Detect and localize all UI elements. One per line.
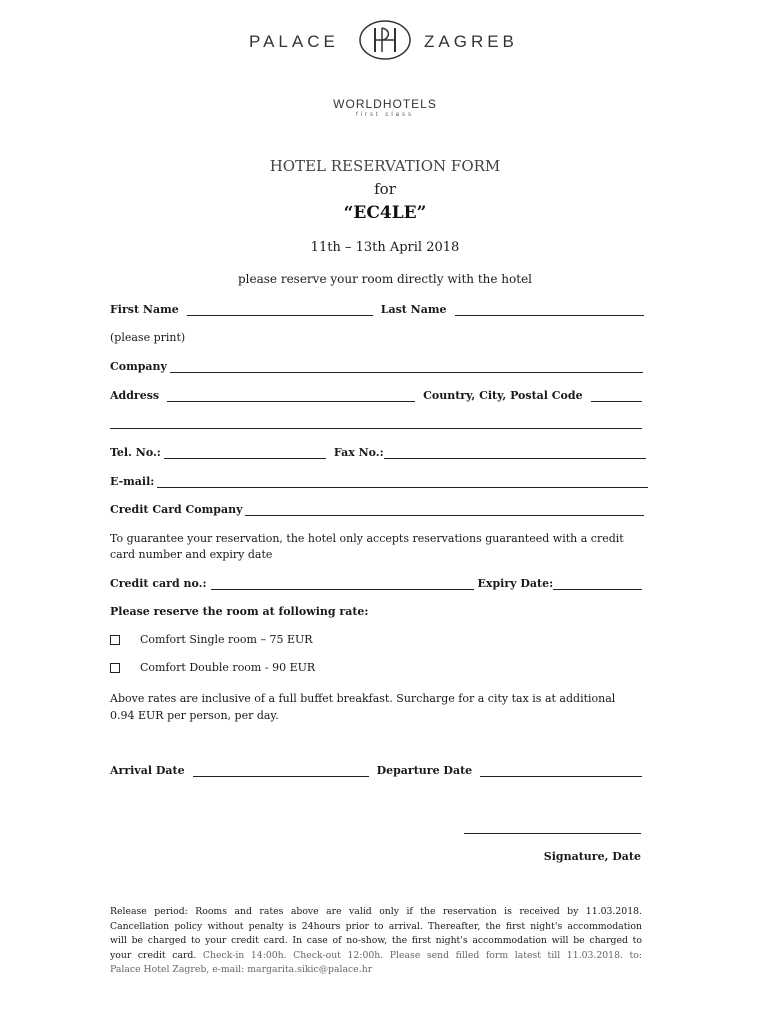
credit-card-company-row (110, 503, 644, 516)
address-continued-field[interactable] (110, 418, 642, 429)
reserve-instruction: please reserve your room directly with the hotel (237, 272, 533, 286)
policy-line-1: Release period: Rooms and rates above are valid only if the reservation is received by 11.03.2018. (110, 906, 642, 917)
rates-note-line-2: 0.94 EUR per person, per day. (110, 709, 279, 722)
credit-card-company-field[interactable] (245, 505, 644, 516)
room-option-label: Comfort Single room – 75 EUR (140, 633, 313, 646)
logo-zagreb: ZAGREB (424, 32, 518, 51)
departure-date-field[interactable] (480, 766, 642, 777)
company-field[interactable] (170, 362, 643, 373)
form-title: HOTEL RESERVATION FORM (269, 157, 501, 175)
first-name-label: First Name (110, 303, 179, 316)
fax-label: Fax No.: (333, 446, 384, 459)
guarantee-text: To guarantee your reservation, the hotel only accepts reservations guaranteed with a credit card number and expiry date (110, 532, 624, 561)
expiry-date-label: Expiry Date: (477, 577, 554, 590)
policy-line-4b: Check-in 14:00h. Check-out 12:00h. Please send filled form latest till 11.03.2018. to: (196, 949, 643, 961)
checkbox-icon[interactable] (110, 635, 120, 645)
policy-line-4 (110, 949, 642, 964)
company-row (110, 360, 643, 373)
rates-note-line-1: Above rates are inclusive of a full buffet breakfast. Surcharge for a city tax is at additional (110, 692, 616, 705)
event-name: “EC4LE” (343, 203, 427, 223)
company-label: Company (110, 360, 167, 373)
policy-line-4a: your credit card. (110, 949, 197, 961)
country-city-postal-label: Country, City, Postal Code (423, 389, 583, 402)
country-city-postal-field[interactable] (591, 391, 642, 402)
tel-field[interactable] (164, 448, 326, 459)
departure-date-label: Departure Date (376, 764, 473, 777)
address-row (110, 389, 642, 402)
arrival-date-field[interactable] (193, 766, 369, 777)
credit-card-number-field[interactable] (211, 579, 474, 590)
signature-date-label: Signature, Date (543, 850, 641, 863)
address-label: Address (110, 389, 160, 402)
email-row (110, 475, 648, 488)
credit-card-number-row (110, 577, 642, 590)
credit-card-number-label: Credit card no.: (110, 577, 207, 590)
policy-contact-line: Palace Hotel Zagreb, e-mail: margarita.sikic@palace.hr (110, 964, 373, 975)
phone-row (110, 446, 646, 459)
form-for: for (374, 180, 396, 198)
name-row (110, 303, 644, 316)
event-dates: 11th – 13th April 2018 (310, 240, 460, 255)
policy-line-3: will be charged to your credit card. In case of no-show, the first night's accommodation will be charged to (110, 935, 642, 946)
room-option-double[interactable] (110, 661, 315, 674)
worldhotels-text: WORLDHOTELS (333, 97, 437, 111)
rate-heading: Please reserve the room at following rate: (110, 605, 369, 618)
rates-note (110, 690, 615, 724)
policy-line-2: Cancellation policy without penalty is 24hours prior to arrival. Thereafter, the first night's accommodation (110, 920, 642, 932)
worldhotels-logo (0, 97, 770, 118)
last-name-label: Last Name (380, 303, 447, 316)
logo-monogram-icon (358, 20, 412, 60)
room-option-label: Comfort Double room - 90 EUR (140, 661, 316, 674)
credit-card-company-label: Credit Card Company (110, 503, 243, 516)
logo-palace: PALACE (249, 32, 339, 51)
release-policy (110, 905, 642, 978)
please-print-row (110, 331, 644, 344)
expiry-date-field[interactable] (553, 579, 642, 590)
signature-field[interactable] (464, 823, 641, 834)
room-option-single[interactable] (110, 633, 313, 646)
logo (0, 20, 770, 64)
first-class-text: first class (355, 112, 414, 118)
last-name-field[interactable] (455, 305, 644, 316)
checkbox-icon[interactable] (110, 663, 120, 673)
address-field[interactable] (167, 391, 415, 402)
arrival-date-label: Arrival Date (110, 764, 185, 777)
first-name-field[interactable] (187, 305, 373, 316)
dates-row (110, 764, 642, 777)
tel-label: Tel. No.: (110, 446, 161, 459)
email-label: E-mail: (110, 475, 155, 488)
email-field[interactable] (157, 477, 648, 488)
fax-field[interactable] (384, 448, 646, 459)
please-print-note: (please print) (110, 331, 186, 344)
